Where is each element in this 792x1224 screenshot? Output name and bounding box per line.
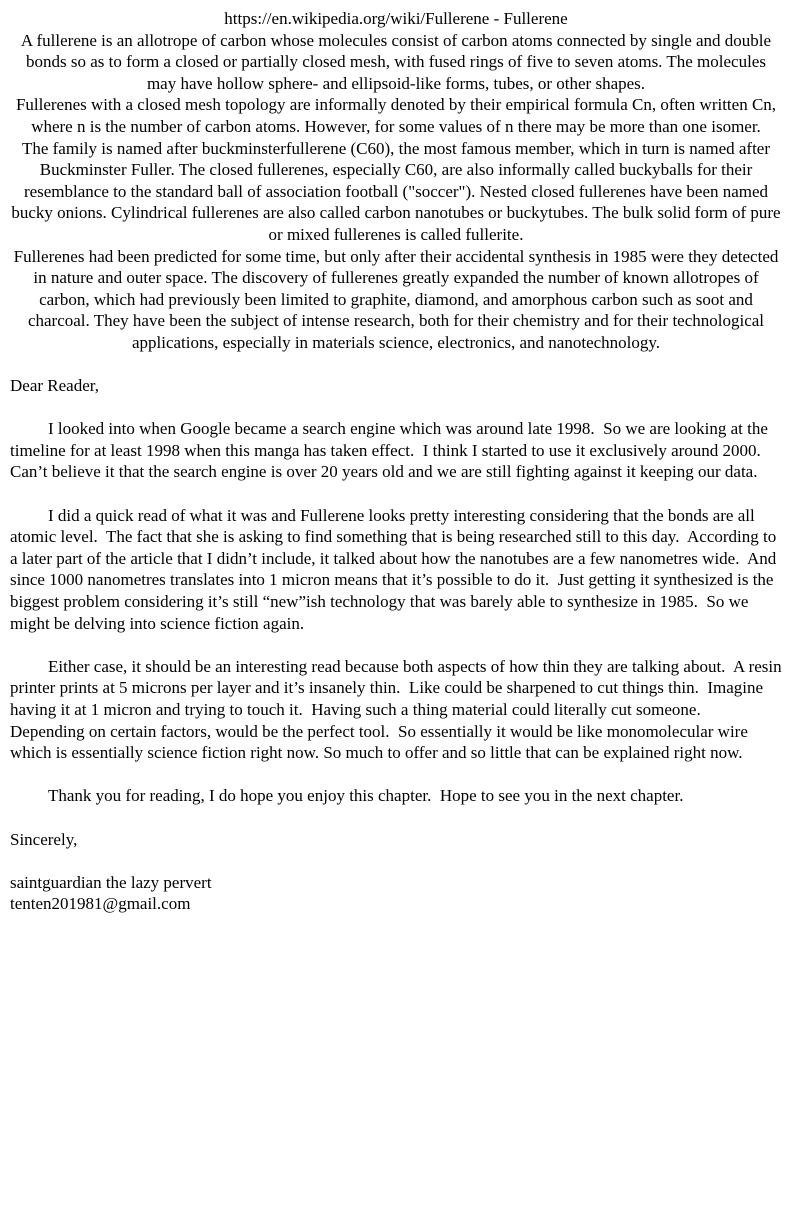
- source-url-line: https://en.wikipedia.org/wiki/Fullerene - Fullerene: [224, 9, 568, 28]
- thank-you-line: Thank you for reading, I do hope you enjoy this chapter. Hope to see you in the next chapter.: [48, 786, 684, 806]
- letter-paragraph-2: I did a quick read of what it was and Fullerene looks pretty interesting considering that the bonds are all atomic level. The fact that she is asking to find something that is being researched still to this day. According to a later part of the article that I didn’t include, it talked about how the nanotubes are a few nanometres wide. And since 1000 nanometres translates into 1 micron means that it’s possible to do it. Just getting it synthesized is the biggest problem considering it’s still “new”ish technology that was barely able to synthesize in 1985. So we might be delving into science fiction again.: [10, 505, 781, 633]
- article-paragraph-2: Fullerenes with a closed mesh topology are informally denoted by their empirical formula Cn, often written Cn, where n is the number of carbon atoms. However, for some values of n there may be more than one isomer.: [15, 95, 777, 136]
- closing-line: Sincerely,: [10, 829, 78, 849]
- article-paragraph-3: The family is named after buckminsterfullerene (C60), the most famous member, which in turn is named after Buckminster Fuller. The closed fullerenes, especially C60, are also informally called buckyballs for their resemblance to the standard ball of association football ("soccer"). Nested closed fullerenes have been named bucky onions. Cylindrical fullerenes are also called carbon nanotubes or buckytubes. The bulk solid form of pure or mixed fullerenes is called fullerite.: [11, 138, 781, 244]
- letter-paragraph-3: Either case, it should be an interesting read because both aspects of how thin they are talking about. A resin printer prints at 5 microns per layer and it’s insanely thin. Like could be sharpened to cut things thin. Imagine having it at 1 micron and trying to touch it. Having such a thing material could literally cut someone. Depending on certain factors, would be the perfect tool. So essentially it would be like monomolecular wire which is essentially science fiction right now. So much to offer and so little that can be explained right now.: [10, 656, 786, 763]
- signature-email: tenten201981@gmail.com: [10, 894, 191, 914]
- translator-letter: [10, 375, 786, 915]
- article-paragraph-1: A fullerene is an allotrope of carbon whose molecules consist of carbon atoms connected by single and double bonds so as to form a closed or partially closed mesh, with fused rings of five to seven atoms. The molecules may have hollow sphere- and ellipsoid-like forms, tubes, or other shapes.: [20, 30, 772, 93]
- salutation: Dear Reader,: [10, 376, 99, 396]
- wikipedia-excerpt: [10, 8, 782, 354]
- letter-paragraph-1: I looked into when Google became a search engine which was around late 1998. So we are looking at the timeline for at least 1998 when this manga has taken effect. I think I started to use it exclusively around 2000. Can’t believe it that the search engine is over 20 years old and we are still fighting against it keeping our data.: [10, 419, 773, 482]
- signature-name: saintguardian the lazy pervert: [10, 872, 212, 892]
- article-paragraph-4: Fullerenes had been predicted for some time, but only after their accidental synthesis in 1985 were they detected in nature and outer space. The discovery of fullerenes greatly expanded the number of known allotropes of carbon, which had previously been limited to graphite, diamond, and amorphous carbon such as soot and charcoal. They have been the subject of intense research, both for their chemistry and for their technological applications, especially in materials science, electronics, and nanotechnology.: [13, 246, 779, 352]
